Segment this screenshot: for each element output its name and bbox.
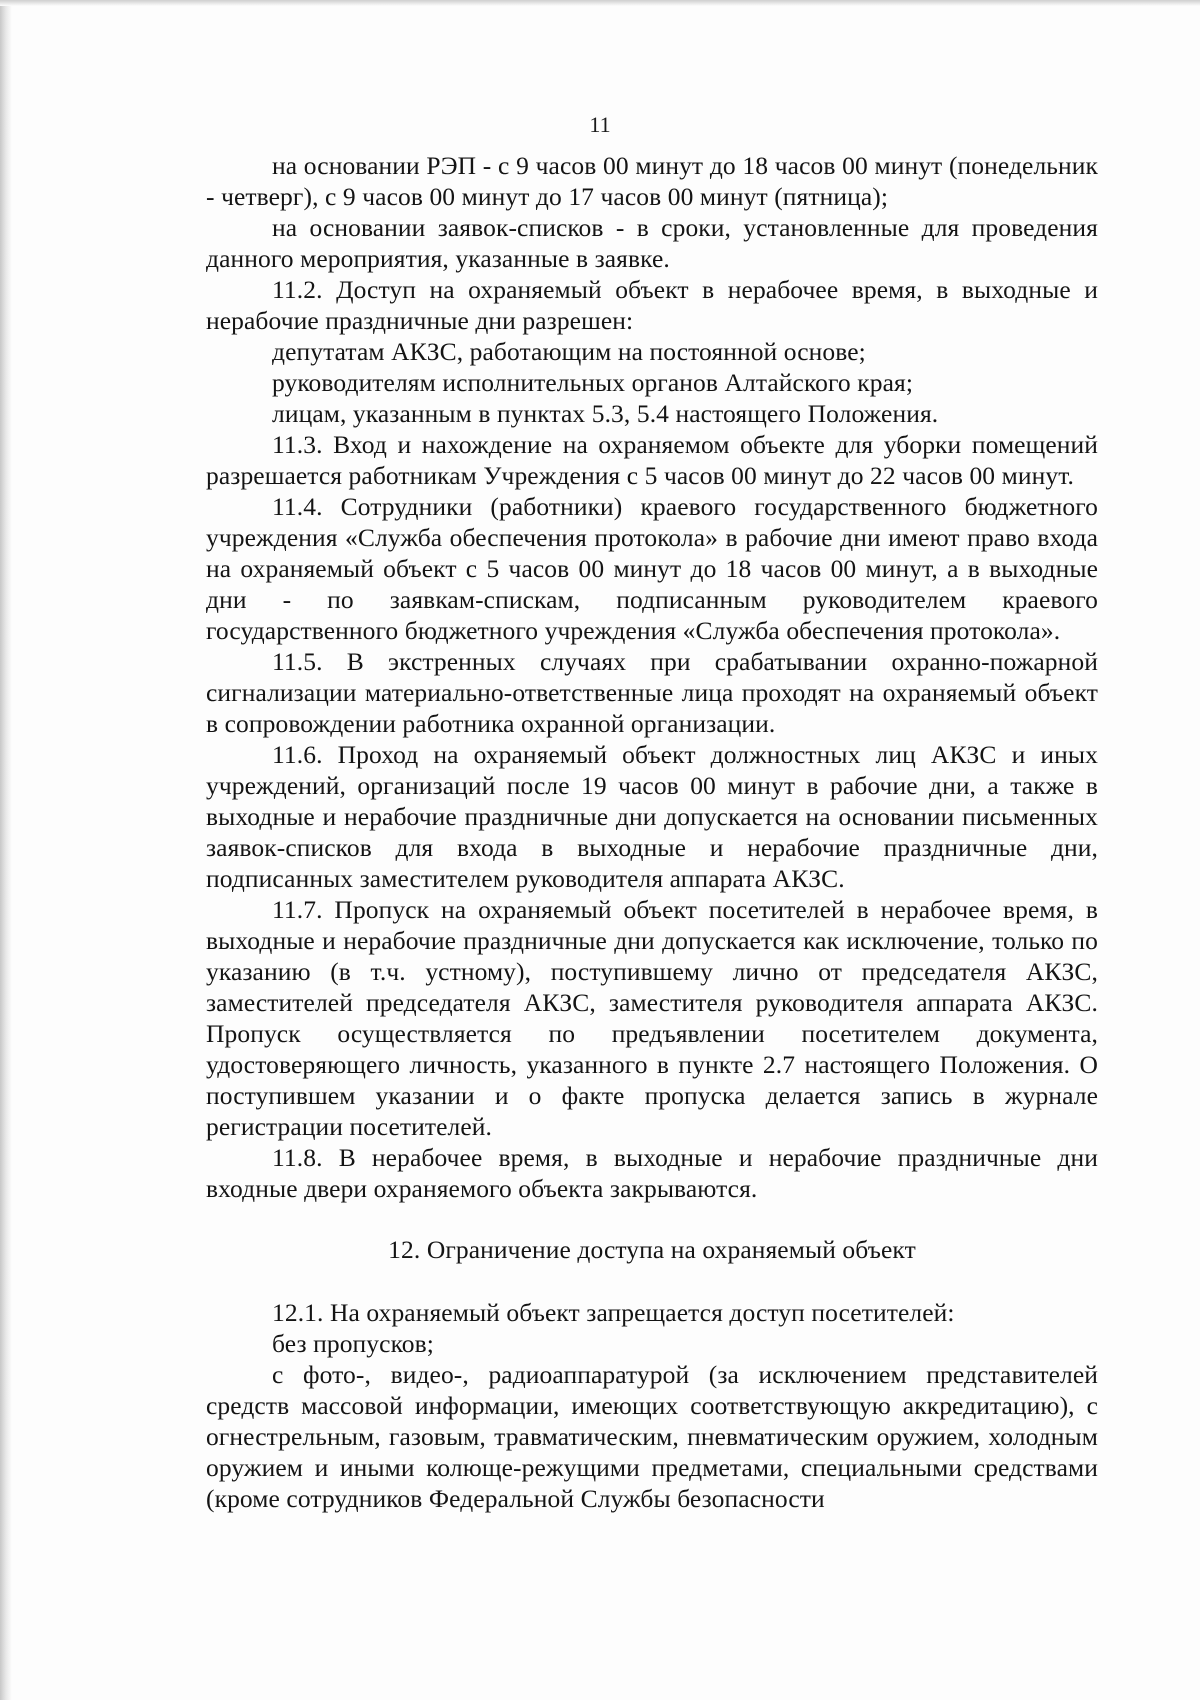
paragraph-11-3: 11.3. Вход и нахождение на охраняемом объекте для уборки помещений разрешается работникам Учреждения с 5 часов 00 минут до 22 часов 00 минут. — [206, 430, 1098, 490]
scan-edge-top — [0, 0, 1200, 6]
paragraph-12-1: 12.1. На охраняемый объект запрещается доступ посетителей: — [272, 1298, 955, 1327]
list-item: депутатам АКЗС, работающим на постоянной основе; — [272, 337, 866, 366]
paragraph-11-6: 11.6. Проход на охраняемый объект должностных лиц АКЗС и иных учреждений, организаций после 19 часов 00 минут в рабочие дни, а также в выходные и нерабочие праздничные дни допускается на основании письменных заявок-списков для входа в выходные и нерабочие праздничные дни, подписанных заместителем руководителя аппарата АКЗС. — [206, 740, 1098, 893]
list-item: с фото-, видео-, радиоаппаратурой (за исключением представителей средств массовой информации, имеющих соответствующую аккредитацию), с огнестрельным, газовым, травматическим, пневматическим оружием, холодным оружием и иными колюще-режущими предметами, специальными средствами (кроме сотрудников Федеральной Службы безопасности — [206, 1360, 1098, 1513]
paragraph: на основании заявок-списков - в сроки, установленные для проведения данного мероприятия, указанные в заявке. — [206, 213, 1098, 273]
document-body — [206, 150, 1098, 1514]
list-item: руководителям исполнительных органов Алтайского края; — [272, 368, 914, 397]
section-heading: 12. Ограничение доступа на охраняемый объект — [388, 1235, 916, 1264]
paragraph-11-4: 11.4. Сотрудники (работники) краевого государственного бюджетного учреждения «Служба обеспечения протокола» в рабочие дни имеют право входа на охраняемый объект с 5 часов 00 минут до 18 часов 00 минут, а в выходные дни - по заявкам-спискам, подписанным руководителем краевого государственного бюджетного учреждения «Служба обеспечения протокола». — [206, 492, 1098, 645]
paragraph-11-8: 11.8. В нерабочее время, в выходные и нерабочие праздничные дни входные двери охраняемого объекта закрываются. — [206, 1143, 1098, 1203]
paragraph-11-5: 11.5. В экстренных случаях при срабатывании охранно-пожарной сигнализации материально-ответственные лица проходят на охраняемый объект в сопровождении работника охранной организации. — [206, 647, 1098, 738]
paragraph: на основании РЭП - с 9 часов 00 минут до 18 часов 00 минут (понедельник - четверг), с 9 часов 00 минут до 17 часов 00 минут (пятница); — [206, 151, 1098, 211]
list-item: лицам, указанным в пунктах 5.3, 5.4 настоящего Положения. — [272, 399, 939, 428]
list-item: без пропусков; — [272, 1329, 434, 1358]
scan-edge-left — [0, 0, 12, 1700]
paragraph-11-2: 11.2. Доступ на охраняемый объект в нерабочее время, в выходные и нерабочие праздничные дни разрешен: — [206, 275, 1098, 335]
page-number: 11 — [589, 112, 611, 137]
paragraph-11-7: 11.7. Пропуск на охраняемый объект посетителей в нерабочее время, в выходные и нерабочие праздничные дни допускается как исключение, только по указанию (в т.ч. устному), поступившему лично от председателя АКЗС, заместителей председателя АКЗС, заместителя руководителя аппарата АКЗС. Пропуск осуществляется по предъявлении посетителем документа, удостоверяющего личность, указанного в пункте 2.7 настоящего Положения. О поступившем указании и о факте пропуска делается запись в журнале регистрации посетителей. — [206, 895, 1098, 1141]
